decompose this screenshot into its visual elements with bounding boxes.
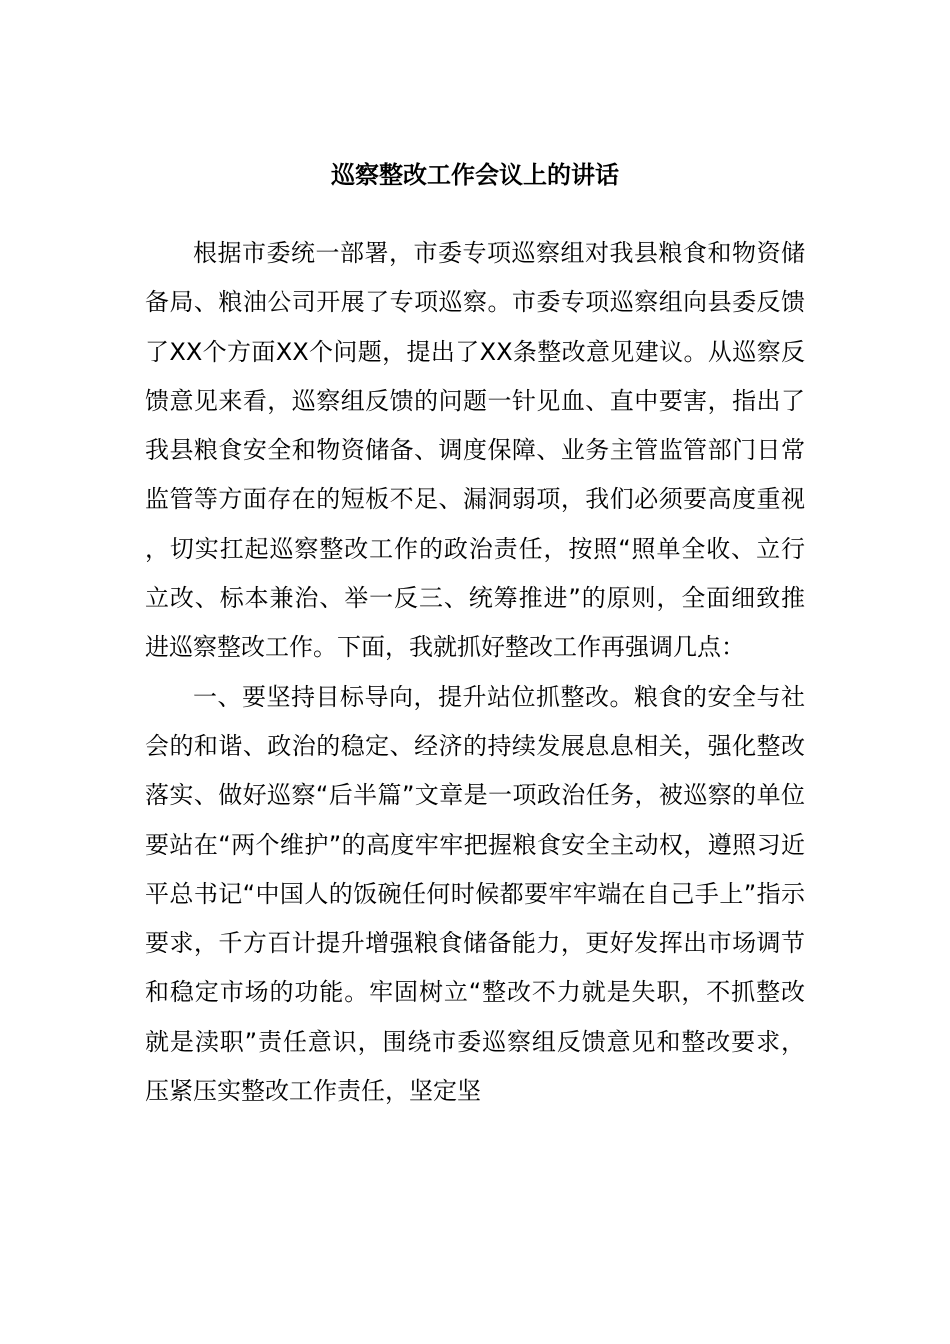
paragraph-1: 根据市委统一部署，市委专项巡察组对我县粮食和物资储备局、粮油公司开展了专项巡察。市委专项巡察组向县委反馈了XX个方面XX个问题，提出了XX条整改意见建议。从巡察反馈意见来看，巡察组反馈的问题一针见血、直中要害，指出了我县粮食安全和物资储备、调度保障、业务主管监管部门日常监管等方面存在的短板不足、漏洞弱项，我们必须要高度重视，切实扛起巡察整改工作的政治责任，按照“照单全收、立行立改、标本兼治、举一反三、统筹推进”的原则，全面细致推进巡察整改工作。下面，我就抓好整改工作再强调几点： <box>145 239 805 662</box>
document-body <box>145 229 805 1116</box>
document-title: 巡察整改工作会议上的讲话 <box>331 161 619 189</box>
paragraph-2: 一、要坚持目标导向，提升站位抓整改。粮食的安全与社会的和谐、政治的稳定、经济的持续发展息息相关，强化整改落实、做好巡察“后半篇”文章是一项政治任务，被巡察的单位要站在“两个维护”的高度牢牢把握粮食安全主动权，遵照习近平总书记“中国人的饭碗任何时候都要牢牢端在自己手上”指示要求，千方百计提升增强粮食储备能力，更好发挥出市场调节和稳定市场的功能。牢固树立“整改不力就是失职，不抓整改就是渎职”责任意识，围绕市委巡察组反馈意见和整改要求，压紧压实整改工作责任，坚定坚 <box>145 682 805 1106</box>
